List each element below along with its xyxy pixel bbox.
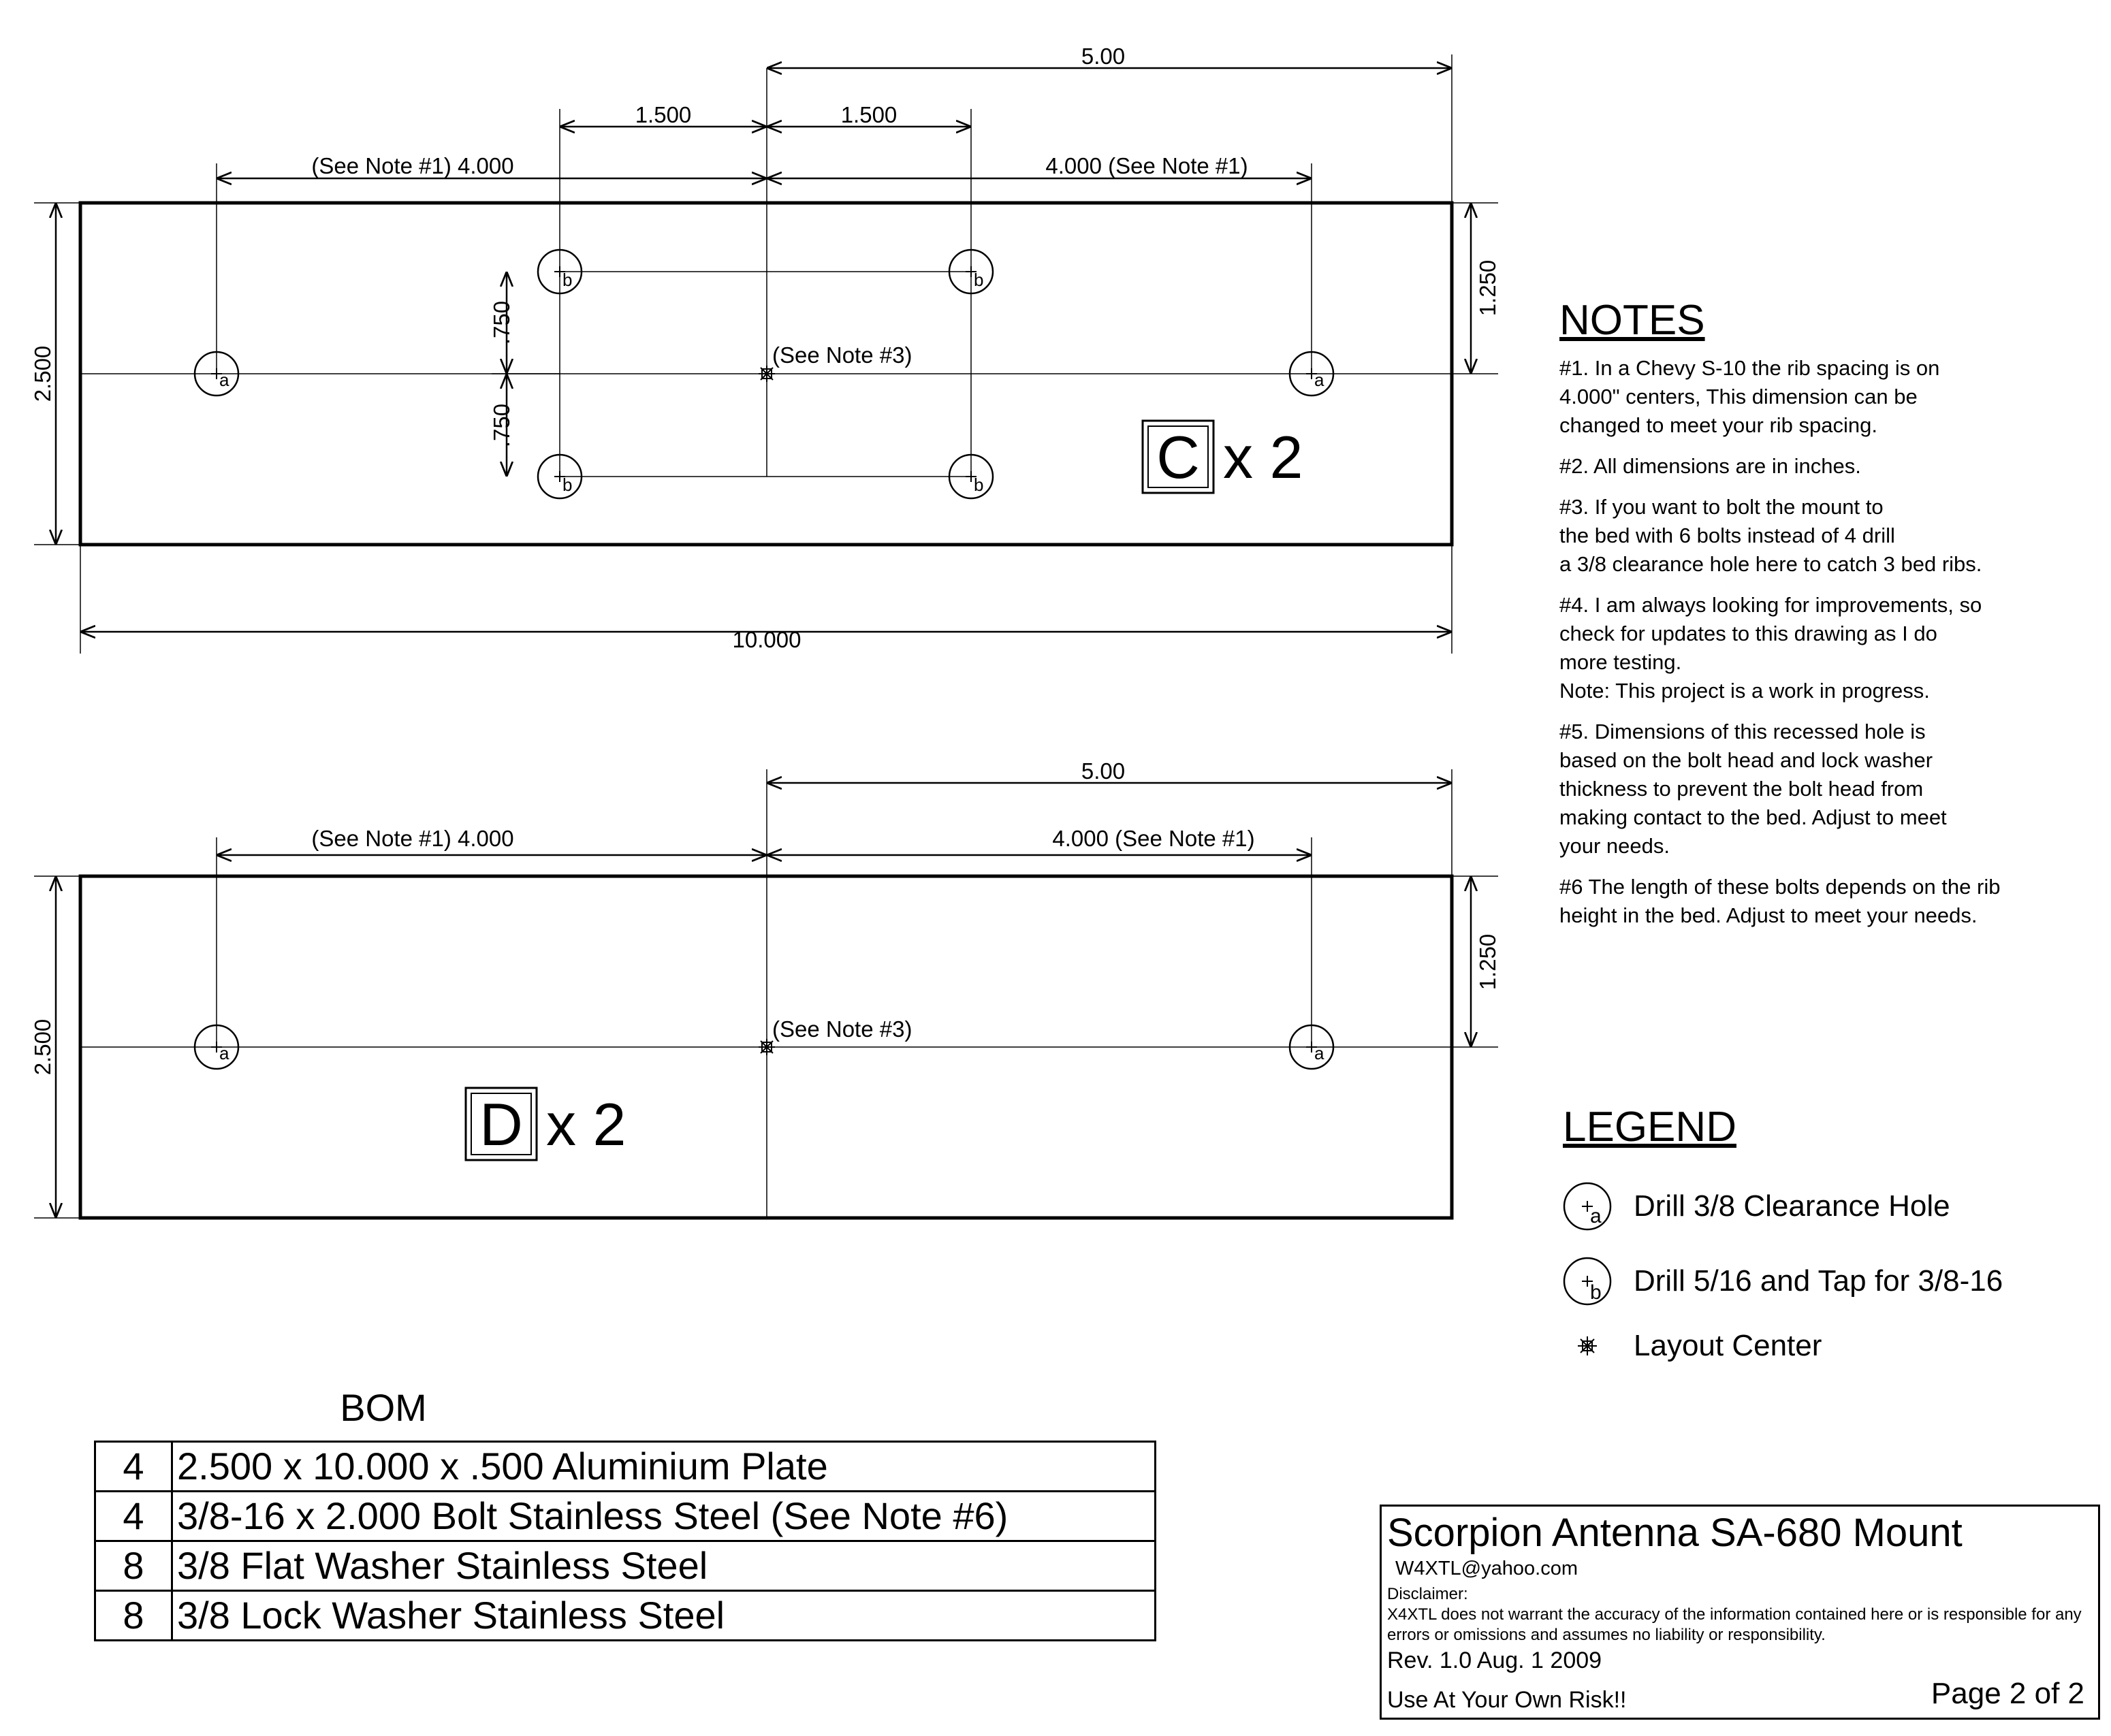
svg-text:a: a bbox=[1590, 1205, 1602, 1227]
bom-desc: 2.500 x 10.000 x .500 Aluminium Plate bbox=[172, 1442, 1156, 1492]
legend-item-tapped-hole bbox=[1563, 1251, 2080, 1312]
note-3: #3. If you want to bolt the mount to the bed with 6 bolts instead of 4 drill a 3/8 clearance hole here to catch 3 bed ribs. bbox=[1559, 495, 1982, 576]
plate-c-center-label: (See Note #3) bbox=[772, 342, 912, 368]
plate-d-center-label: (See Note #3) bbox=[772, 1016, 912, 1042]
svg-text:b: b bbox=[1590, 1281, 1602, 1304]
dim-c-height: 2.500 bbox=[30, 345, 55, 402]
dim-c-top-total: 5.00 bbox=[1081, 44, 1126, 69]
dim-c-upper-offset: .750 bbox=[489, 300, 514, 345]
table-row bbox=[95, 1591, 1156, 1641]
legend-title: LEGEND bbox=[1563, 1104, 1736, 1151]
dim-overall-width: 10.000 bbox=[732, 627, 801, 652]
bom-qty: 8 bbox=[95, 1591, 172, 1641]
dim-d-right-span: 4.000 (See Note #1) bbox=[1052, 826, 1255, 851]
svg-text:x 2: x 2 bbox=[546, 1091, 626, 1158]
svg-text:b: b bbox=[974, 475, 984, 495]
page-number: Page 2 of 2 bbox=[1931, 1677, 2084, 1710]
svg-text:D: D bbox=[479, 1091, 523, 1158]
svg-text:a: a bbox=[1314, 1043, 1324, 1063]
disclaimer-text: X4XTL does not warrant the accuracy of the information contained here or is responsible for any errors or omissions and assumes no liability or responsibility. bbox=[1387, 1605, 2082, 1644]
plate-c-centerlines bbox=[34, 54, 1498, 654]
bom-qty: 4 bbox=[95, 1492, 172, 1541]
dim-d-half-height: 1.250 bbox=[1475, 933, 1500, 991]
notes-panel bbox=[1559, 297, 2104, 942]
author-email: W4XTL@yahoo.com bbox=[1395, 1558, 1578, 1579]
svg-text:a: a bbox=[1314, 370, 1324, 390]
layout-center-icon bbox=[1563, 1325, 1617, 1366]
dim-c-lower-offset: .750 bbox=[489, 403, 514, 448]
clearance-hole-icon bbox=[1563, 1179, 1617, 1234]
legend-label-layout-center: Layout Center bbox=[1634, 1329, 1822, 1362]
notes-title: NOTES bbox=[1559, 297, 1705, 344]
legend-label-clearance-hole: Drill 3/8 Clearance Hole bbox=[1634, 1189, 1950, 1223]
bom-qty: 4 bbox=[95, 1442, 172, 1492]
plate-d-centerlines bbox=[34, 769, 1498, 1218]
note-4: #4. I am always looking for improvements, so check for updates to this drawing as I do more testing. Note: This project is a work in progress. bbox=[1559, 593, 1982, 703]
dim-d-top-total: 5.00 bbox=[1081, 758, 1126, 784]
bom-title: BOM bbox=[340, 1386, 427, 1429]
note-6: #6 The length of these bolts depends on the rib height in the bed. Adjust to meet your needs. bbox=[1559, 875, 2001, 927]
svg-text:a: a bbox=[219, 1043, 229, 1063]
table-row bbox=[95, 1442, 1156, 1492]
svg-text:a: a bbox=[219, 370, 229, 390]
svg-text:b: b bbox=[974, 270, 984, 290]
plate-d-dimensions bbox=[56, 783, 1471, 1218]
drawing-title: Scorpion Antenna SA-680 Mount bbox=[1387, 1511, 1963, 1555]
svg-text:b: b bbox=[562, 475, 573, 495]
table-row bbox=[95, 1492, 1156, 1541]
bom-qty: 8 bbox=[95, 1541, 172, 1591]
dim-c-half-height: 1.250 bbox=[1475, 259, 1500, 317]
table-row bbox=[95, 1541, 1156, 1591]
dim-c-right-spacing: 1.500 bbox=[840, 102, 898, 127]
svg-text:b: b bbox=[562, 270, 573, 290]
bom-section bbox=[94, 1386, 1156, 1641]
dim-d-height: 2.500 bbox=[30, 1018, 55, 1076]
bom-desc: 3/8 Lock Washer Stainless Steel bbox=[172, 1591, 1156, 1641]
legend-panel bbox=[1563, 1106, 2080, 1380]
note-1: #1. In a Chevy S-10 the rib spacing is on 4.000" centers, This dimension can be changed to meet your rib spacing. bbox=[1559, 356, 1940, 437]
plate-d-part-marker bbox=[466, 1088, 626, 1160]
bom-desc: 3/8 Flat Washer Stainless Steel bbox=[172, 1541, 1156, 1591]
legend-item-layout-center bbox=[1563, 1325, 2080, 1366]
plate-c-part-marker bbox=[1143, 421, 1303, 493]
bom-table bbox=[94, 1441, 1156, 1641]
dim-d-left-span: (See Note #1) 4.000 bbox=[311, 826, 514, 851]
legend-item-clearance-hole bbox=[1563, 1176, 2080, 1237]
disclaimer-label: Disclaimer: bbox=[1387, 1585, 1468, 1603]
plate-c-layout-center-icon bbox=[759, 366, 775, 382]
risk-warning: Use At Your Own Risk!! bbox=[1387, 1687, 1627, 1713]
svg-text:C: C bbox=[1156, 423, 1200, 491]
bom-desc: 3/8-16 x 2.000 Bolt Stainless Steel (See Note #6) bbox=[172, 1492, 1156, 1541]
dim-c-left-span: (See Note #1) 4.000 bbox=[311, 153, 514, 178]
title-block bbox=[1380, 1505, 2100, 1720]
dim-c-right-span: 4.000 (See Note #1) bbox=[1045, 153, 1248, 178]
legend-label-tapped-hole: Drill 5/16 and Tap for 3/8-16 bbox=[1634, 1264, 2003, 1298]
plate-c-dimensions bbox=[56, 68, 1471, 632]
plate-d bbox=[30, 758, 1500, 1218]
dim-c-left-spacing: 1.500 bbox=[635, 102, 692, 127]
plate-c bbox=[30, 44, 1500, 654]
revision-info: Rev. 1.0 Aug. 1 2009 bbox=[1387, 1647, 1602, 1673]
svg-text:x 2: x 2 bbox=[1223, 423, 1303, 491]
tapped-hole-icon bbox=[1563, 1254, 1617, 1308]
note-5: #5. Dimensions of this recessed hole is based on the bolt head and lock washer thickness to prevent the bolt head from making contact to the bed. Adjust to meet your needs. bbox=[1559, 720, 1947, 858]
note-2: #2. All dimensions are in inches. bbox=[1559, 454, 1861, 478]
